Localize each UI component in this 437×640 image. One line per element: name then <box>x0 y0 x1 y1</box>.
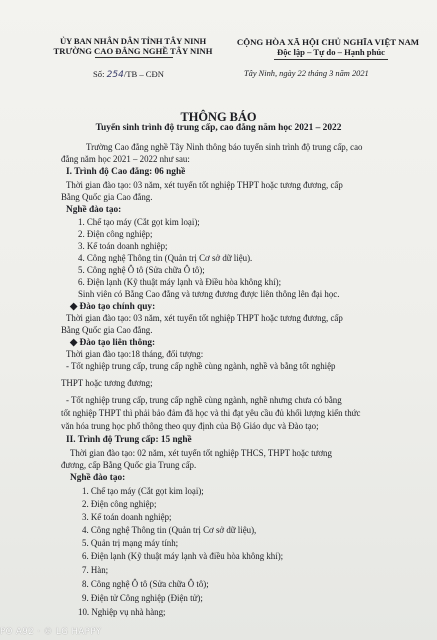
section-2-duration-line-2: đương, cấp Bằng Quốc gia Trung cấp. <box>61 460 197 470</box>
section-2-major-item: 9. Điện tử Công nghiệp (Điện tử); <box>82 593 203 603</box>
page-subtitle: Tuyển sinh trình độ trung cấp, cao đẳng năm học 2021 – 2022 <box>95 123 342 133</box>
regular-training-heading: ◆ Đào tạo chính quy: <box>70 302 156 312</box>
issue-date: Tây Ninh, ngày 22 tháng 3 năm 2021 <box>244 69 369 78</box>
doc-number-suffix: /TB – CĐN <box>123 69 164 79</box>
section-2-major-item: 8. Công nghệ Ô tô (Sửa chữa Ô tô); <box>82 579 209 589</box>
regular-training-line-1: Thời gian đào tạo: 03 năm, xét tuyển tốt nghiệp THPT hoặc tương đương, cấp <box>66 313 343 323</box>
bridge-item-2-line-1: - Tốt nghiệp trung cấp, trung cấp nghề cùng ngành, nghề nhưng chưa có bằng <box>66 395 342 405</box>
section-2-major-item: 3. Kế toán doanh nghiệp; <box>82 512 172 522</box>
section-1-major-item: 2. Điện công nghiệp; <box>78 229 153 239</box>
document-number <box>93 69 164 80</box>
bridge-item-1-line-1: - Tốt nghiệp trung cấp, trung cấp nghề cùng ngành, nghề và bằng tốt nghiệp <box>66 361 336 371</box>
nation-line-1: CỘNG HÒA XÃ HỘI CHỦ NGHĨA VIỆT NAM <box>236 37 420 47</box>
nation-underline <box>274 59 388 60</box>
section-2-major-item: 5. Quản trị mạng máy tính; <box>82 538 179 548</box>
section-1-heading: I. Trình độ Cao đẳng: 06 nghề <box>66 167 186 177</box>
doc-number-handwritten: 254 <box>106 70 124 80</box>
agency-line-2: TRƯỜNG CAO ĐẲNG NGHỀ TÂY NINH <box>53 46 213 56</box>
section-1-duration-line-1: Thời gian đào tạo: 03 năm, xét tuyển tốt nghiệp THPT hoặc tương đương, cấp <box>66 180 343 190</box>
bridge-item-2-line-3: văn hóa trung học phổ thông theo quy định của Bộ Giáo dục và Đào tạo; <box>61 421 319 431</box>
regular-training-line-2: Bằng Quốc gia Cao đẳng. <box>61 325 153 335</box>
section-1-major-item: 4. Công nghệ Thông tin (Quản trị Cơ sở dữ liệu). <box>78 253 253 263</box>
bridge-training-label: Đào tạo liên thông: <box>79 338 156 348</box>
section-2-major-item: 10. Nghiệp vụ nhà hàng; <box>78 607 166 617</box>
section-2-major-item: 4. Công nghệ Thông tin (Quản trị Cơ sở dữ liệu), <box>82 525 257 535</box>
section-1-major-item: 1. Chế tạo máy (Cắt gọt kim loại); <box>78 217 200 227</box>
section-2-duration-line-1: Thời gian đào tạo: 02 năm, xét tuyển tốt nghiệp THCS, THPT hoặc tương <box>70 448 332 458</box>
bridge-item-1-line-2: THPT hoặc tương đương; <box>61 378 153 388</box>
section-2-major-item: 6. Điện lạnh (Kỹ thuật máy lạnh và điều hòa không khí); <box>82 551 284 561</box>
page-title: THÔNG BÁO <box>180 110 257 124</box>
doc-number-prefix: Số: <box>93 69 105 79</box>
camera-watermark: PO A92 · © LG HAPPY <box>0 627 102 637</box>
section-2-majors-heading: Nghề đào tạo: <box>70 473 126 483</box>
intro-line-1: Trường Cao đẳng nghề Tây Ninh thông báo tuyển sinh trình độ trung cấp, cao <box>86 142 363 152</box>
transfer-note: Sinh viên có Bằng Cao đẳng và tương đương được liên thông lên đại học. <box>78 289 340 299</box>
section-2-heading: II. Trình độ Trung cấp: 15 nghề <box>66 435 192 445</box>
section-1-major-item: 3. Kế toán doanh nghiệp; <box>78 241 168 251</box>
section-2-major-item: 7. Hàn; <box>82 565 109 575</box>
section-1-duration-line-2: Bằng Quốc gia Cao đẳng. <box>61 192 153 202</box>
intro-line-2: đẳng năm học 2021 – 2022 như sau: <box>61 154 190 164</box>
agency-line-1: ỦY BAN NHÂN DÂN TỈNH TÂY NINH <box>59 36 207 46</box>
regular-training-label: Đào tạo chính quy: <box>79 302 156 312</box>
nation-line-2: Độc lập – Tự do – Hạnh phúc <box>277 47 385 57</box>
section-2-major-item: 2. Điện công nghiệp; <box>82 499 157 509</box>
section-1-major-item: 6. Điện lạnh (Kỹ thuật máy lạnh và Điều hòa không khí); <box>78 277 282 287</box>
bridge-duration: Thời gian đào tạo:18 tháng, đối tượng: <box>66 349 204 359</box>
section-2-major-item: 1. Chế tạo máy (Cắt gọt kim loại); <box>82 486 204 496</box>
bridge-training-heading: ◆ Đào tạo liên thông: <box>70 338 156 348</box>
agency-underline <box>95 57 173 58</box>
bridge-item-2-line-2: tốt nghiệp THPT thì phải bảo đảm đã học và thi đạt yêu cầu đủ khối lượng kiến thức <box>61 408 361 418</box>
section-1-majors-heading: Nghề đào tạo: <box>66 205 122 215</box>
section-1-major-item: 5. Công nghệ Ô tô (Sửa chữa Ô tô); <box>78 265 205 275</box>
